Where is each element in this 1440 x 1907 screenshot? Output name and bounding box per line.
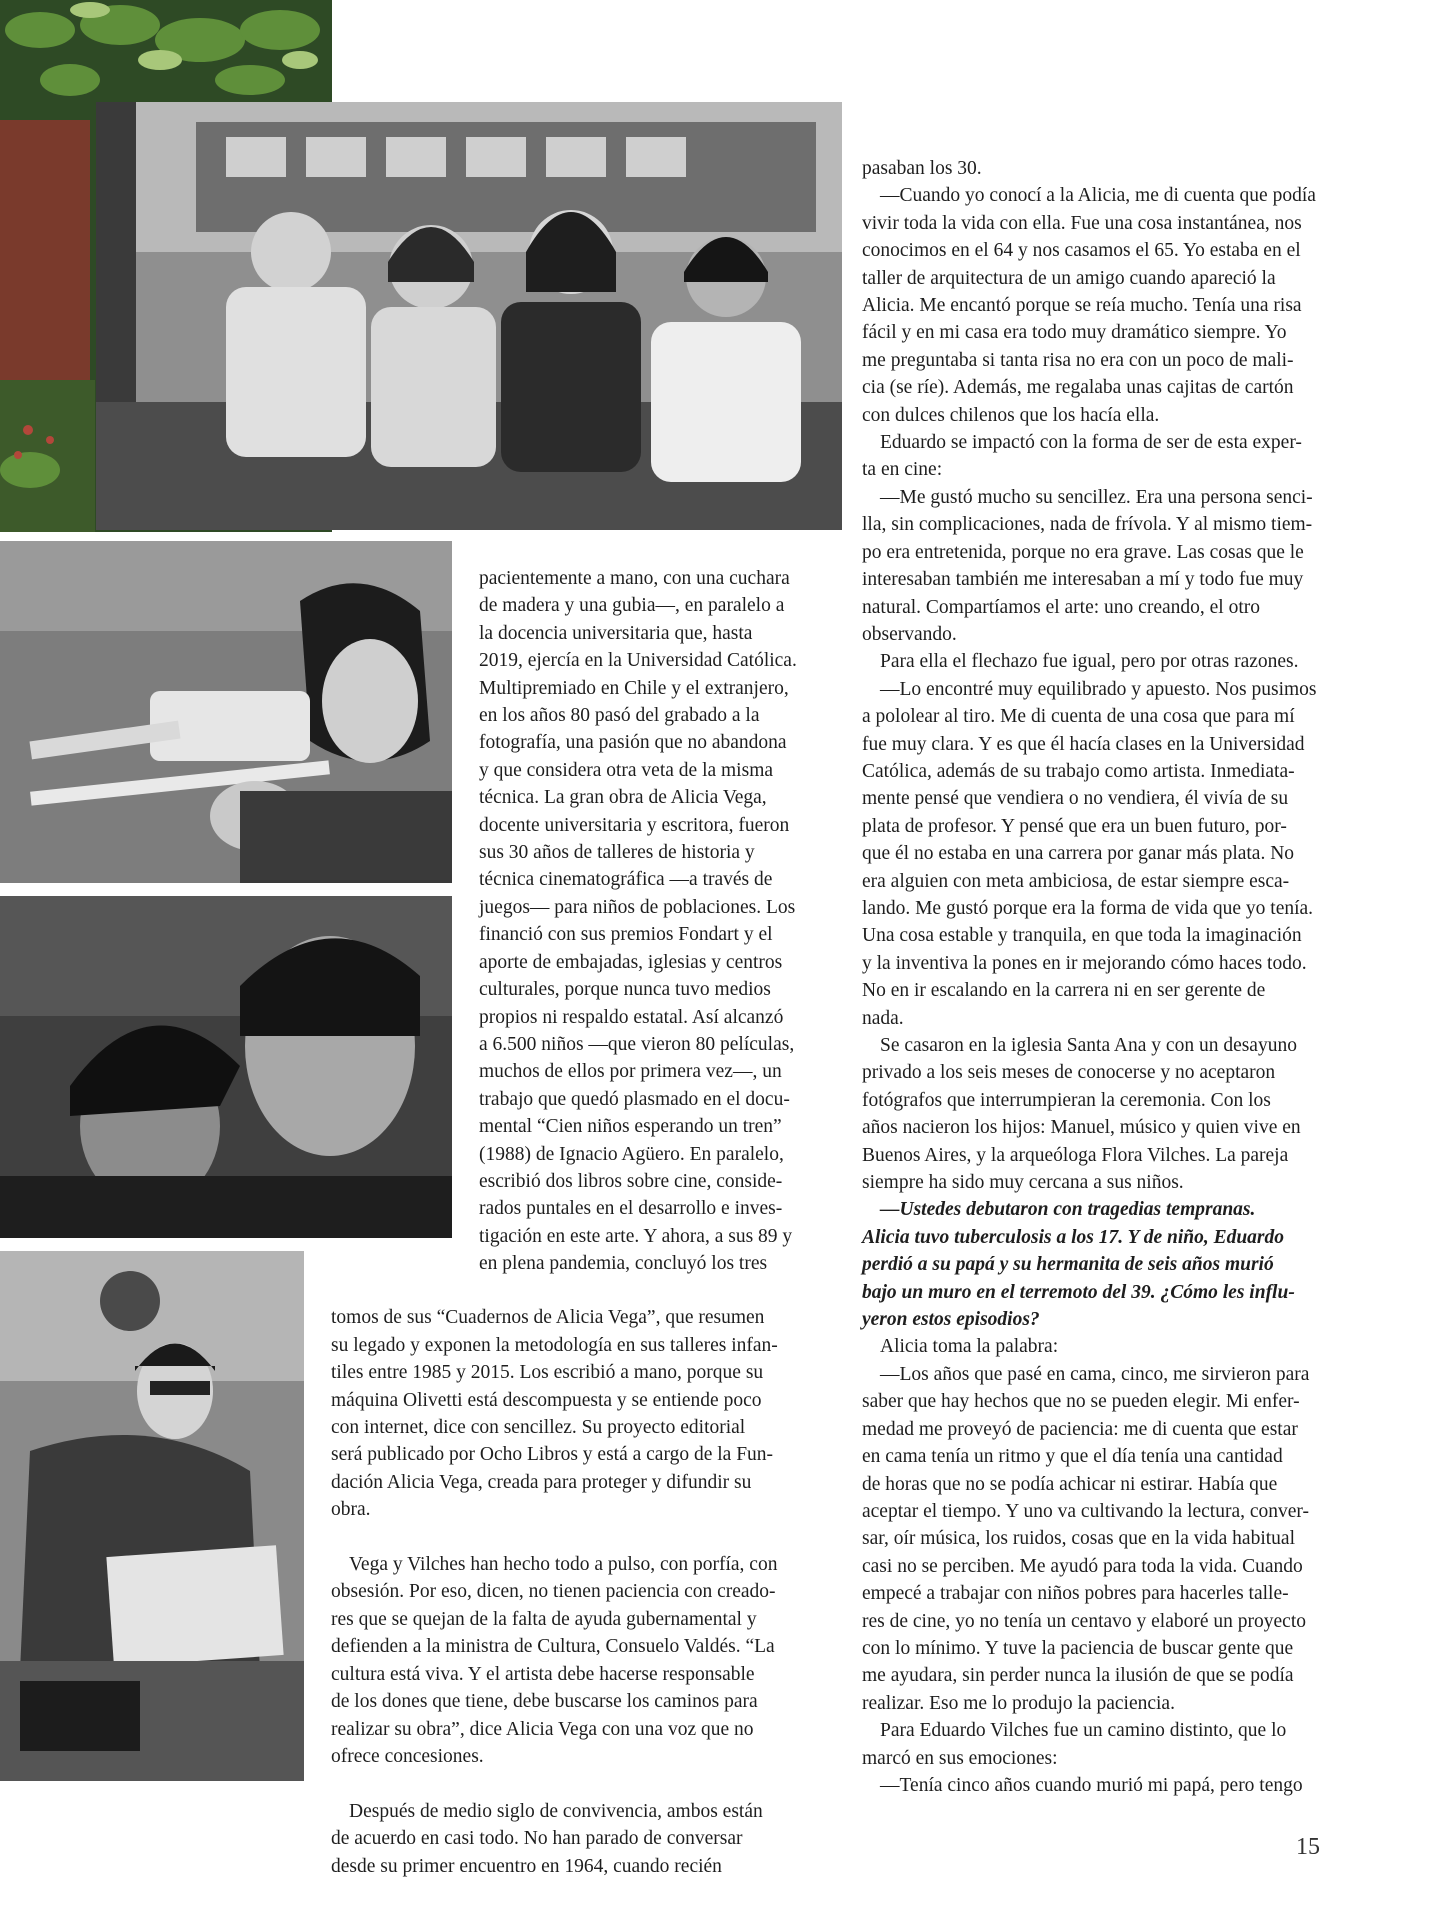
article-left-column-wide: [331, 1277, 841, 1907]
photo-woman-with-projector: [0, 541, 452, 883]
paragraph: —Lo encontré muy equilibrado y apuesto. Nos pusimos a pololear al tiro. Me di cuenta de una cosa que para mí fue muy clara. Y es que él hacía clases en la Universidad Católica, además de su trabajo como artista. Inmediata- mente pensé que vendiera o no vendiera, él vivía de su plata de profesor. Y pensé que era un buen futuro, por- que él no estaba en una carrera por ganar más plata. No era alguien con meta ambiciosa, de estar siempre esca- lando. Me gustó porque era la forma de vida que yo tenía. Una cosa estable y tranquila, en que toda la imaginación y la inventiva la pones en ir mejorando cómo haces todo. No en ir escalando en la carrera ni en ser gerente de nada.: [862, 678, 1317, 1029]
paragraph: Eduardo se impactó con la forma de ser de esta exper- ta en cine:: [862, 432, 1302, 481]
text-line: financió con sus premios Fondart y el: [479, 924, 773, 946]
text-line: Multipremiado en Chile y el extranjero,: [479, 677, 789, 699]
text-line: a 6.500 niños —que vieron 80 películas,: [479, 1033, 795, 1055]
text-line: la docencia universitaria que, hasta: [479, 622, 753, 644]
text-line: rados puntales en el desarrollo e inves-: [479, 1198, 783, 1220]
text-line: escribió dos libros sobre cine, conside-: [479, 1170, 783, 1192]
text-line: 2019, ejercía en la Universidad Católica.: [479, 650, 797, 672]
paragraph: —Los años que pasé en cama, cinco, me sirvieron para saber que hay hechos que no se pueden elegir. Mi enfer- medad me proveyó de paciencia: me di cuenta que estar en cama tenía un ritmo y que el día tenía una cantidad de horas que no se podía achicar ni estirar. Había que aceptar el tiempo. Y uno va cultivando la lectura, conver- sar, oír música, los ruidos, cosas que en la vida habitual casi no se perciben. Me ayudó para toda la vida. Cuando empecé a trabajar con niños pobres para hacerles talle- res de cine, yo no tenía un centavo y elaboré un proyecto con lo mínimo. Y tuve la paciencia de buscar gente que me ayudara, sin perder nunca la ilusión de que se podía realizar. Eso me lo produjo la paciencia.: [862, 1363, 1310, 1714]
text-line: sus 30 años de talleres de historia y: [479, 842, 755, 864]
paragraph: pasaban los 30.: [862, 158, 982, 179]
text-line: juegos— para niños de poblaciones. Los: [479, 896, 796, 918]
text-line: técnica cinematográfica —a través de: [479, 869, 773, 891]
paragraph: —Tenía cinco años cuando murió mi papá, pero tengo: [880, 1774, 1303, 1796]
text-line: en los años 80 pasó del grabado a la: [479, 705, 760, 727]
text-line: tigación en este arte. Y ahora, a sus 89 y: [479, 1225, 793, 1247]
photo-family-portrait: [96, 102, 842, 530]
article-right-column: [862, 155, 1382, 1799]
article-left-column-narrow: [479, 565, 839, 1278]
paragraph: Alicia toma la palabra:: [880, 1336, 1059, 1358]
text-line: fotografía, una pasión que no abandona: [479, 732, 787, 754]
paragraph: —Me gustó mucho su sencillez. Era una persona senci- lla, sin complicaciones, nada de frívola. Y al mismo tiem- po era entretenida, porque no era grave. Las cosas que le interesaban también me interesaban a mí y todo fue muy natural. Compartíamos el arte: uno creando, el otro observando.: [862, 486, 1313, 645]
text-line: pacientemente a mano, con una cuchara: [479, 568, 790, 589]
page-number: 15: [1296, 1834, 1320, 1860]
paragraph: tomos de sus “Cuadernos de Alicia Vega”, que resumen su legado y exponen la metodología en sus talleres infan- tiles entre 1985 y 2015. Los escribió a mano, porque su máquina Olivetti está descompuesta y se entiende poco con internet, dice con sencillez. Su proyecto editorial será publicado por Ocho Libros y está a cargo de la Fun- dación Alicia Vega, creada para proteger y difundir su obra.: [331, 1307, 778, 1521]
paragraph: Se casaron en la iglesia Santa Ana y con un desayuno privado a los seis meses de conocerse y no aceptaron fotógrafos que interrumpieran la ceremonia. Con los años nacieron los hijos: Manuel, músico y quien vive en Buenos Aires, y la arqueóloga Flora Vilches. La pareja siempre ha sido muy cercana a sus niños.: [862, 1035, 1301, 1194]
paragraph: Para ella el flechazo fue igual, pero por otras razones.: [880, 651, 1299, 673]
paragraph: Después de medio siglo de convivencia, ambos están de acuerdo en casi todo. No han parado de conversar desde su primer encuentro en 1964, cuando recién: [331, 1800, 763, 1877]
text-line: muchos de ellos por primera vez—, un: [479, 1061, 782, 1083]
photo-man-printmaking: [0, 1251, 304, 1781]
photo-couple-closeup: [0, 896, 452, 1238]
interview-question: —Ustedes debutaron con tragedias tempranas. Alicia tuvo tuberculosis a los 17. Y de niño, Eduardo perdió a su papá y su hermanita de seis años murió bajo un muro en el terremoto del 39. ¿Cómo les influ- yeron estos episodios?: [862, 1199, 1295, 1331]
paragraph: —Cuando yo conocí a la Alicia, me di cuenta que podía vivir toda la vida con ella. Fue una cosa instantánea, nos conocimos en el 64 y nos casamos el 65. Yo estaba en el taller de arquitectura de un amigo cuando apareció la Alicia. Me encantó porque se reía mucho. Tenía una risa fácil y en mi casa era todo muy dramático siempre. Yo me preguntaba si tanta risa no era con un poco de mali- cia (se ríe). Además, me regalaba unas cajitas de cartón con dulces chilenos que los hacía ella.: [862, 185, 1316, 426]
text-line: docente universitaria y escritora, fueron: [479, 814, 790, 836]
text-line: aporte de embajadas, iglesias y centros: [479, 951, 783, 973]
paragraph: Vega y Vilches han hecho todo a pulso, con porfía, con obsesión. Por eso, dicen, no tienen paciencia con creado- res que se quejan de la falta de ayuda gubernamental y defienden a la ministra de Cultura, Consuelo Valdés. “La cultura está viva. Y el artista debe hacerse responsable de los dones que tiene, debe buscarse los caminos para realizar su obra”, dice Alicia Vega con una voz que no ofrece concesiones.: [331, 1554, 778, 1767]
paragraph: Para Eduardo Vilches fue un camino distinto, que lo marcó en sus emociones:: [862, 1720, 1287, 1769]
text-line: técnica. La gran obra de Alicia Vega,: [479, 787, 767, 809]
text-line: (1988) de Ignacio Agüero. En paralelo,: [479, 1143, 784, 1165]
text-line: de madera y una gubia—, en paralelo a: [479, 595, 785, 617]
text-line: trabajo que quedó plasmado en el docu-: [479, 1088, 790, 1110]
text-line: culturales, porque nunca tuvo medios: [479, 979, 771, 1001]
text-line: propios ni respaldo estatal. Así alcanzó: [479, 1006, 784, 1028]
text-line: y que considera otra veta de la misma: [479, 759, 774, 781]
text-line: mental “Cien niños esperando un tren”: [479, 1116, 782, 1138]
text-line: en plena pandemia, concluyó los tres: [479, 1253, 768, 1275]
